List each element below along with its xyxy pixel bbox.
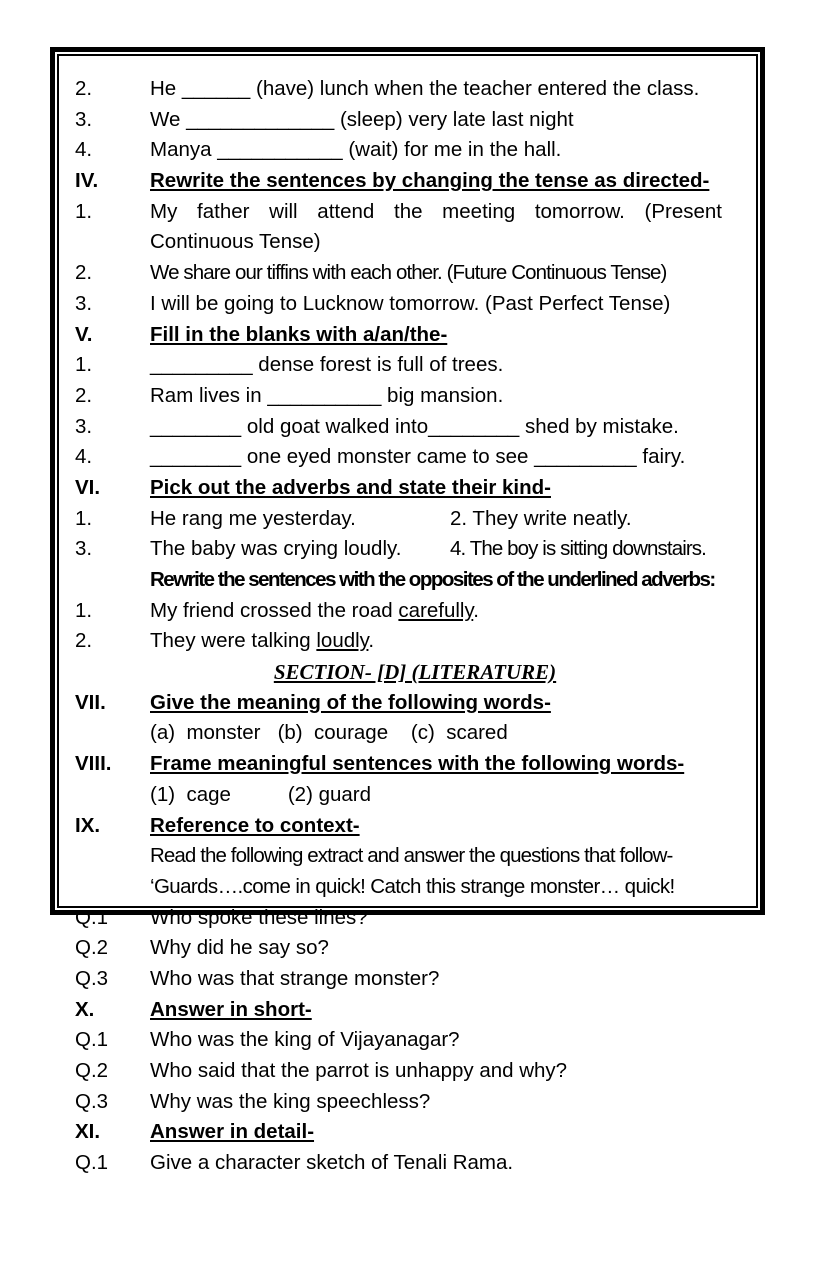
question-line bbox=[75, 1148, 755, 1179]
question-line bbox=[75, 626, 755, 657]
item-text: My father will attend the meeting tomorrow. (Present bbox=[150, 199, 722, 223]
question-number: Q.2 bbox=[75, 1059, 109, 1082]
section-heading-iv bbox=[75, 166, 755, 197]
question-line bbox=[75, 258, 755, 289]
question-line bbox=[75, 381, 755, 412]
question-text: Why did he say so? bbox=[150, 936, 329, 960]
item-text: I will be going to Lucknow tomorrow. (Past Perfect Tense) bbox=[150, 291, 671, 315]
question-line bbox=[75, 1056, 755, 1087]
section-number: V. bbox=[75, 322, 93, 346]
section-heading-xi bbox=[75, 1117, 755, 1148]
item-number: 1. bbox=[75, 506, 93, 530]
underlined-adverb: loudly bbox=[316, 629, 369, 653]
question-text: Who spoke these lines? bbox=[150, 905, 368, 929]
item-number: 1. bbox=[75, 199, 93, 223]
section-heading-text: Reference to context- bbox=[150, 813, 360, 837]
item-text: ________ one eyed monster came to see _________ fairy. bbox=[150, 445, 686, 469]
question-text: Who was the king of Vijayanagar? bbox=[150, 1028, 460, 1052]
question-line bbox=[75, 442, 755, 473]
section-heading-v bbox=[75, 320, 755, 351]
question-text: Why was the king speechless? bbox=[150, 1089, 431, 1113]
question-line bbox=[75, 504, 755, 535]
section-number: VII. bbox=[75, 690, 106, 714]
item-text: We _____________ (sleep) very late last night bbox=[150, 107, 574, 131]
question-line bbox=[75, 135, 755, 166]
question-line bbox=[75, 1087, 755, 1118]
section-heading-vi bbox=[75, 473, 755, 504]
question-line bbox=[75, 105, 755, 136]
section-number: VI. bbox=[75, 475, 101, 499]
question-number: Q.2 bbox=[75, 936, 109, 960]
section-number: VIII. bbox=[75, 752, 112, 776]
question-text: Give a character sketch of Tenali Rama. bbox=[150, 1151, 514, 1175]
word-list-text: (a) monster (b) courage (c) scared bbox=[150, 721, 508, 745]
extract-line bbox=[75, 872, 755, 903]
item-text: ________ old goat walked into________ shed by mistake. bbox=[150, 414, 679, 438]
section-heading-ix bbox=[75, 811, 755, 842]
underlined-adverb: carefully bbox=[398, 598, 474, 622]
item-text-second-column: 4. The boy is sitting downstairs. bbox=[450, 537, 706, 561]
item-text bbox=[150, 596, 479, 627]
question-line bbox=[75, 350, 755, 381]
question-number: Q.1 bbox=[75, 1028, 109, 1052]
question-text: Who said that the parrot is unhappy and why? bbox=[150, 1059, 568, 1082]
question-line bbox=[75, 197, 755, 228]
section-number: IV. bbox=[75, 169, 99, 193]
item-number: 4. bbox=[75, 445, 93, 469]
item-number: 1. bbox=[75, 598, 93, 622]
extract-text: ‘Guards….come in quick! Catch this strange monster… quick! bbox=[150, 874, 675, 898]
worksheet-content bbox=[75, 74, 755, 1179]
section-heading-text: Give the meaning of the following words- bbox=[150, 690, 551, 714]
item-text: He ______ (have) lunch when the teacher entered the class. bbox=[150, 77, 700, 100]
item-text: The baby was crying loudly. bbox=[150, 537, 402, 561]
question-line bbox=[75, 596, 755, 627]
item-number: 3. bbox=[75, 291, 93, 315]
item-number: 2. bbox=[75, 261, 93, 285]
item-text: Ram lives in __________ big mansion. bbox=[150, 383, 504, 407]
item-number: 3. bbox=[75, 537, 93, 561]
sub-instruction-text: Rewrite the sentences with the opposites of the underlined adverbs: bbox=[150, 568, 715, 591]
question-line bbox=[75, 964, 755, 995]
sub-instruction bbox=[75, 565, 755, 596]
section-heading-text: Fill in the blanks with a/an/the- bbox=[150, 322, 448, 346]
item-number: 3. bbox=[75, 414, 93, 438]
question-line bbox=[75, 534, 755, 565]
item-number: 4. bbox=[75, 138, 93, 162]
section-heading-text: Answer in detail- bbox=[150, 1120, 315, 1144]
section-title: SECTION- [D] (LITERATURE) bbox=[273, 660, 557, 685]
question-text: Who was that strange monster? bbox=[150, 966, 440, 990]
item-text: _________ dense forest is full of trees. bbox=[150, 353, 504, 377]
question-line bbox=[75, 1025, 755, 1056]
word-list-text: (1) cage (2) guard bbox=[150, 782, 372, 806]
question-line bbox=[75, 933, 755, 964]
section-heading-vii bbox=[75, 688, 755, 719]
item-text: We share our tiffins with each other. (Future Continuous Tense) bbox=[150, 261, 667, 285]
section-heading-text: Answer in short- bbox=[150, 997, 312, 1021]
item-number: 1. bbox=[75, 353, 93, 377]
item-text-part: My friend crossed the road bbox=[150, 598, 399, 622]
question-line bbox=[75, 412, 755, 443]
word-list bbox=[75, 780, 755, 811]
item-text-part: . bbox=[368, 629, 375, 653]
item-text: He rang me yesterday. bbox=[150, 506, 356, 530]
question-number: Q.1 bbox=[75, 905, 109, 929]
item-text: Continuous Tense) bbox=[150, 230, 321, 254]
section-number: XI. bbox=[75, 1120, 101, 1144]
item-text bbox=[150, 626, 374, 657]
item-number: 2. bbox=[75, 629, 93, 653]
item-text-second-column: 2. They write neatly. bbox=[450, 506, 632, 530]
item-text-part: They were talking bbox=[150, 629, 317, 653]
section-d-title-row bbox=[75, 657, 755, 688]
section-heading-text: Rewrite the sentences by changing the tense as directed- bbox=[150, 169, 710, 193]
question-line bbox=[75, 74, 755, 105]
section-number: IX. bbox=[75, 813, 101, 837]
question-line bbox=[75, 903, 755, 934]
section-heading-text: Frame meaningful sentences with the following words- bbox=[150, 752, 685, 776]
section-heading-text: Pick out the adverbs and state their kind- bbox=[150, 475, 551, 499]
question-line bbox=[75, 289, 755, 320]
instruction-line bbox=[75, 841, 755, 872]
instruction-text: Read the following extract and answer the questions that follow- bbox=[150, 844, 673, 868]
section-number: X. bbox=[75, 997, 95, 1021]
question-number: Q.1 bbox=[75, 1151, 109, 1175]
item-number: 2. bbox=[75, 77, 93, 100]
item-text: Manya ___________ (wait) for me in the hall. bbox=[150, 138, 562, 162]
item-number: 3. bbox=[75, 107, 93, 131]
section-heading-viii bbox=[75, 749, 755, 780]
section-heading-x bbox=[75, 995, 755, 1026]
question-line-continuation bbox=[75, 227, 755, 258]
question-number: Q.3 bbox=[75, 966, 109, 990]
item-number: 2. bbox=[75, 383, 93, 407]
word-list bbox=[75, 718, 755, 749]
item-text-part: . bbox=[473, 598, 479, 622]
question-number: Q.3 bbox=[75, 1089, 109, 1113]
